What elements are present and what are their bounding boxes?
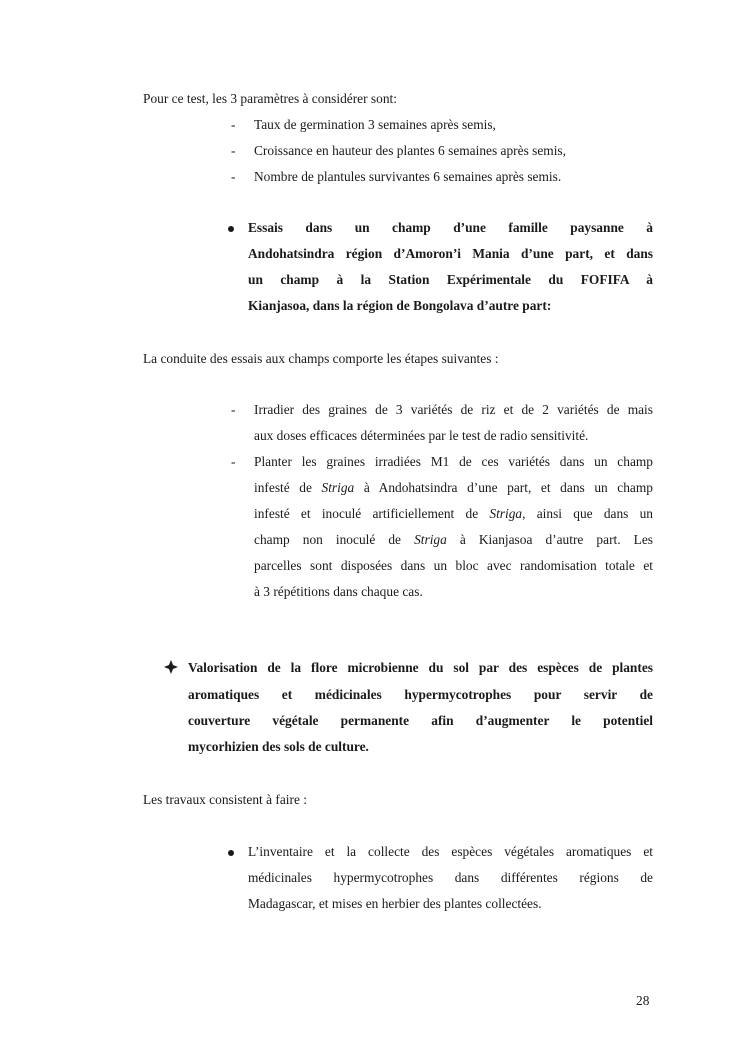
essais-line: un champ à la Station Expérimentale du FOFIFA à	[248, 272, 653, 287]
essais-line: Essais dans un champ d’une famille paysanne à	[248, 220, 653, 235]
dash-marker: -	[231, 169, 236, 184]
dash-marker: -	[231, 454, 236, 469]
step1-line: aux doses efficaces déterminées par le test de radio sensitivité.	[254, 428, 589, 443]
inventaire-line: L’inventaire et la collecte des espèces végétales aromatiques et	[248, 844, 653, 859]
conduite-text: La conduite des essais aux champs comporte les étapes suivantes :	[143, 351, 499, 366]
travaux-text: Les travaux consistent à faire :	[143, 792, 307, 807]
intro-text: Pour ce test, les 3 paramètres à considérer sont:	[143, 91, 397, 106]
step1-line: Irradier des graines de 3 variétés de riz et de 2 variétés de mais	[254, 402, 653, 417]
step2-line: champ non inoculé de Striga à Kianjasoa d’autre part. Les	[254, 532, 653, 547]
step2-line: parcelles sont disposées dans un bloc avec randomisation totale et	[254, 558, 653, 573]
step2-line: Planter les graines irradiées M1 de ces variétés dans un champ	[254, 454, 653, 469]
striga-term: Striga	[321, 480, 355, 495]
param-item: Nombre de plantules survivantes 6 semaines après semis.	[254, 169, 562, 184]
dash-marker: -	[231, 143, 236, 158]
valorisation-line: couverture végétale permanente afin d’augmenter le potentiel	[188, 713, 653, 728]
step2-line: infesté et inoculé artificiellement de Striga, ainsi que dans un	[254, 506, 653, 521]
page-number: 28	[636, 993, 650, 1008]
inventaire-line: Madagascar, et mises en herbier des plantes collectées.	[248, 896, 542, 911]
dash-marker: -	[231, 402, 236, 417]
striga-term: Striga	[414, 532, 447, 547]
striga-term: Striga	[489, 506, 523, 521]
essais-line: Kianjasoa, dans la région de Bongolava d’autre part:	[248, 298, 552, 313]
step2-line: à 3 répétitions dans chaque cas.	[254, 584, 423, 599]
step2-line: infesté de Striga à Andohatsindra d’une part, et dans un champ	[254, 480, 653, 495]
bullet-icon	[228, 850, 234, 856]
valorisation-line: mycorhizien des sols de culture.	[188, 739, 369, 754]
essais-line: Andohatsindra région d’Amoron’i Mania d’une part, et dans	[248, 246, 653, 261]
valorisation-line: Valorisation de la flore microbienne du sol par des espèces de plantes	[188, 660, 653, 675]
dash-marker: -	[231, 117, 236, 132]
param-item: Croissance en hauteur des plantes 6 semaines après semis,	[254, 143, 566, 158]
inventaire-line: médicinales hypermycotrophes dans différentes régions de	[248, 870, 653, 885]
valorisation-line: aromatiques et médicinales hypermycotrophes pour servir de	[188, 687, 653, 702]
bullet-icon	[228, 226, 234, 232]
diamond-bullet-icon	[164, 660, 178, 674]
param-item: Taux de germination 3 semaines après semis,	[254, 117, 496, 132]
